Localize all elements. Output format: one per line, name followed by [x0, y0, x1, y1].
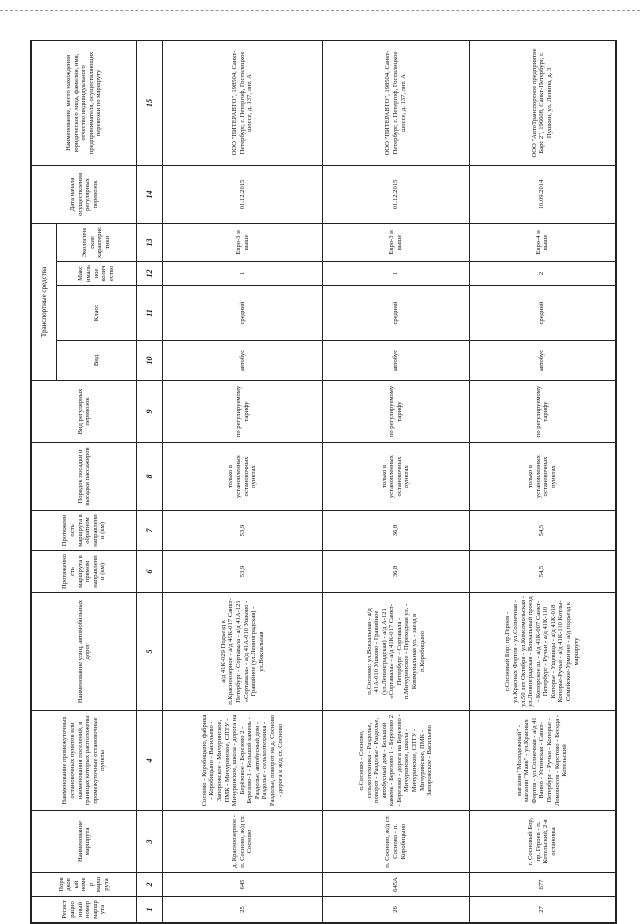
cell-length-back: 53,9	[162, 511, 322, 551]
col-number: 10	[137, 341, 163, 381]
cell-length-forward: 54,5	[469, 551, 615, 593]
cell-vehicle-max: 2	[469, 262, 615, 286]
cell-boarding: только в установленных остановочных пунктах	[469, 443, 615, 511]
col-number: 3	[137, 811, 163, 873]
cell-streets: п.Сосново: ул.Вокзальная - а/д 41А-010 Ушково - Гравийное (ул.Ленинградская) - а/д А-121 «Сортавала» - а/д 41К-017 Санкт-Петербург - Сортавала - п.Мичуринское - Переходная ул. - Коммунальная ул. - заезд в п.Коробицыно	[323, 593, 469, 711]
cell-vehicle-class: средний	[469, 286, 615, 341]
cell-stops: Сосново - Коробицыно, фабрика - Коробицыно - Васильево - Запорожское - Мичуринское, ПМК - Мичуринское, СПТУ - Мичуринское, школа - дорога на Берёзовое - Березово 2 - Березово-1 - Большой камень - Раздолье, автобусный дом - Раздолье - сельхозтехника - Раздолье, поворот на д. Сосново - дорога к ж/д ст. Сосново	[162, 711, 322, 811]
header-streets: Наименование улиц, автомобильных дорог	[32, 593, 137, 711]
cell-route-name: г. Сосновый Бор, пр. Героев - п. Котельский, 2-я остановка	[469, 811, 615, 873]
col-number: 6	[137, 551, 163, 593]
cell-streets: а/д 41К-029 Подъезд к п.Красноозерное - а/д 41К-017 Санкт-Петербург - Сортавала - а/д 41А-121 «Сортавала» - а/д 41А-010 Ушково - Гравийное (ул.Ленинградская) - ул.Вокзальная	[162, 593, 322, 711]
cell-start-date: 10.09.2014	[469, 165, 615, 223]
cell-length-back: 36,8	[323, 511, 469, 551]
cell-vehicle-max: 1	[162, 262, 322, 286]
cell-vehicle-class: средний	[162, 286, 322, 341]
col-number: 13	[137, 223, 163, 261]
header-vehicle-class: Класс	[56, 286, 137, 341]
header-row	[32, 40, 57, 922]
cell-length-forward: 36,8	[323, 551, 469, 593]
cell-reg-number: 26	[323, 897, 469, 923]
header-vehicles-group: Транспортные средства	[32, 223, 57, 380]
cell-stops: магазин "Молодежный" - магазин "Маяк" - ул.Красных Фортов - ул.Солнечная - а/д 41 Ванно - Устинская - Санкт-Петербург - Ручьи - Копорье - Ломоносов - Керстово - Беседа - Котельский	[469, 711, 615, 811]
col-number: 2	[137, 873, 163, 897]
col-number: 4	[137, 711, 163, 811]
col-number: 1	[137, 897, 163, 923]
cell-seq-number: 645А	[323, 873, 469, 897]
header-start-date: Дата начала осуществления регулярных перевозок	[32, 165, 137, 223]
table-row	[323, 40, 469, 922]
cell-transport-kind: по регулируемому тарифу	[162, 381, 322, 443]
cell-vehicle-type: автобус	[323, 341, 469, 381]
cell-length-forward: 53,9	[162, 551, 322, 593]
cell-vehicle-type: автобус	[162, 341, 322, 381]
header-stops: Наименование промежуточных остановочных пунктов или наименования поселений, в границах которых расположены промежуточные остановочные пункты	[32, 711, 137, 811]
header-vehicle-max: Максимальное количество	[56, 262, 137, 286]
col-number: 14	[137, 165, 163, 223]
col-number: 8	[137, 443, 163, 511]
cell-boarding: только в установленных остановочных пунктах	[162, 443, 322, 511]
rotated-table-frame	[30, 40, 617, 924]
cell-route-name: д. Красноозерное - п. Сосново, ж/д ст. Сосново	[162, 811, 322, 873]
cell-carrier: ООО "ПИТЕРАВТО", 198504, Санкт-Петербург, г. Петергоф, Гостилицкое шоссе, д. 137, лит. А	[162, 40, 322, 165]
cell-vehicle-eco: Евро-3 и выше	[323, 223, 469, 261]
cell-carrier: ООО "ПИТЕРАВТО", 198504, Санкт-Петербург, г. Петергоф, Гостилицкое шоссе, д. 137, лит. А	[323, 40, 469, 165]
cell-seq-number: 645	[162, 873, 322, 897]
page-top-cut-line	[0, 10, 640, 11]
header-length-forward: Протяженность маршрута в прямом направлении (км)	[32, 551, 137, 593]
header-seq-number: Порядковый номер маршрута	[32, 873, 137, 897]
header-vehicle-type: Вид	[56, 341, 137, 381]
cell-length-back: 54,5	[469, 511, 615, 551]
col-number: 11	[137, 286, 163, 341]
cell-reg-number: 27	[469, 897, 615, 923]
routes-table	[31, 40, 616, 923]
col-number: 7	[137, 511, 163, 551]
cell-vehicle-class: средний	[323, 286, 469, 341]
col-number: 15	[137, 40, 163, 165]
header-reg-number: Регистрационный номер маршрута	[32, 897, 137, 923]
cell-route-name: п. Сосново, ж/д ст. Сосново - п. Коробицыно	[323, 811, 469, 873]
cell-stops: п.Сосново - Сосново, сельхозтехника - Раздолье, поворот - Раздолье - Раздолье, автобусный дом - Большой камень - Березово 1 - Березово 2 - Березово - дорога на Березово - Мичуринское, школа - Мичуринское, СПТУ - Мичуринское, ПМК - Запорожское - Васильево	[323, 711, 469, 811]
cell-start-date: 01.12.2015	[323, 165, 469, 223]
column-number-row	[137, 40, 163, 922]
col-number: 9	[137, 381, 163, 443]
cell-transport-kind: по регулируемому тарифу	[323, 381, 469, 443]
col-number: 12	[137, 262, 163, 286]
cell-start-date: 01.12.2015	[162, 165, 322, 223]
header-length-back: Протяженность маршрута в обратном направлении (км)	[32, 511, 137, 551]
header-transport-kind: Вид регулярных перевозок	[32, 381, 137, 443]
header-boarding: Порядок посадки и высадки пассажиров	[32, 443, 137, 511]
cell-reg-number: 25	[162, 897, 322, 923]
cell-boarding: только в установленных остановочных пунктах	[323, 443, 469, 511]
col-number: 5	[137, 593, 163, 711]
header-vehicle-eco: Экологические характеристики	[56, 223, 137, 261]
cell-streets: г.Сосновый Бор: пр.Героев - ул.Красных Фортов - ул.Солнечная - ул.50 лет Октября - ул.Комсомольская - ул.Ленинградская - Вокзальный проезд - Копорское ш. - а/д 41К-007 Санкт-Петербург - Ручьи - а/д 41К-110 Копорье - Ущевицы - а/д 41К-018 Копорье-Ручьи - а/д 41К-110 Котлы-Семейское-Урмизно - а/д подъезд к маршруту	[469, 593, 615, 711]
table-row	[162, 40, 322, 922]
cell-vehicle-eco: Евро-4 и выше	[469, 223, 615, 261]
cell-transport-kind: по регулируемому тарифу	[469, 381, 615, 443]
header-carrier: Наименование, место нахождения юридического лица, фамилия, имя, отчество индивидуального предпринимателя, осуществляющих перевозки по маршруту	[32, 40, 137, 165]
cell-carrier: ООО "АвтоТранспортное предприятие Барс 2", 196608, Санкт-Петербург, г. Пушкин, ул. Ленина, д. 3	[469, 40, 615, 165]
header-route-name: Наименование маршрута	[32, 811, 137, 873]
cell-seq-number: 677	[469, 873, 615, 897]
cell-vehicle-type: автобус	[469, 341, 615, 381]
table-row	[469, 40, 615, 922]
cell-vehicle-eco: Евро-3 и выше	[162, 223, 322, 261]
cell-vehicle-max: 1	[323, 262, 469, 286]
